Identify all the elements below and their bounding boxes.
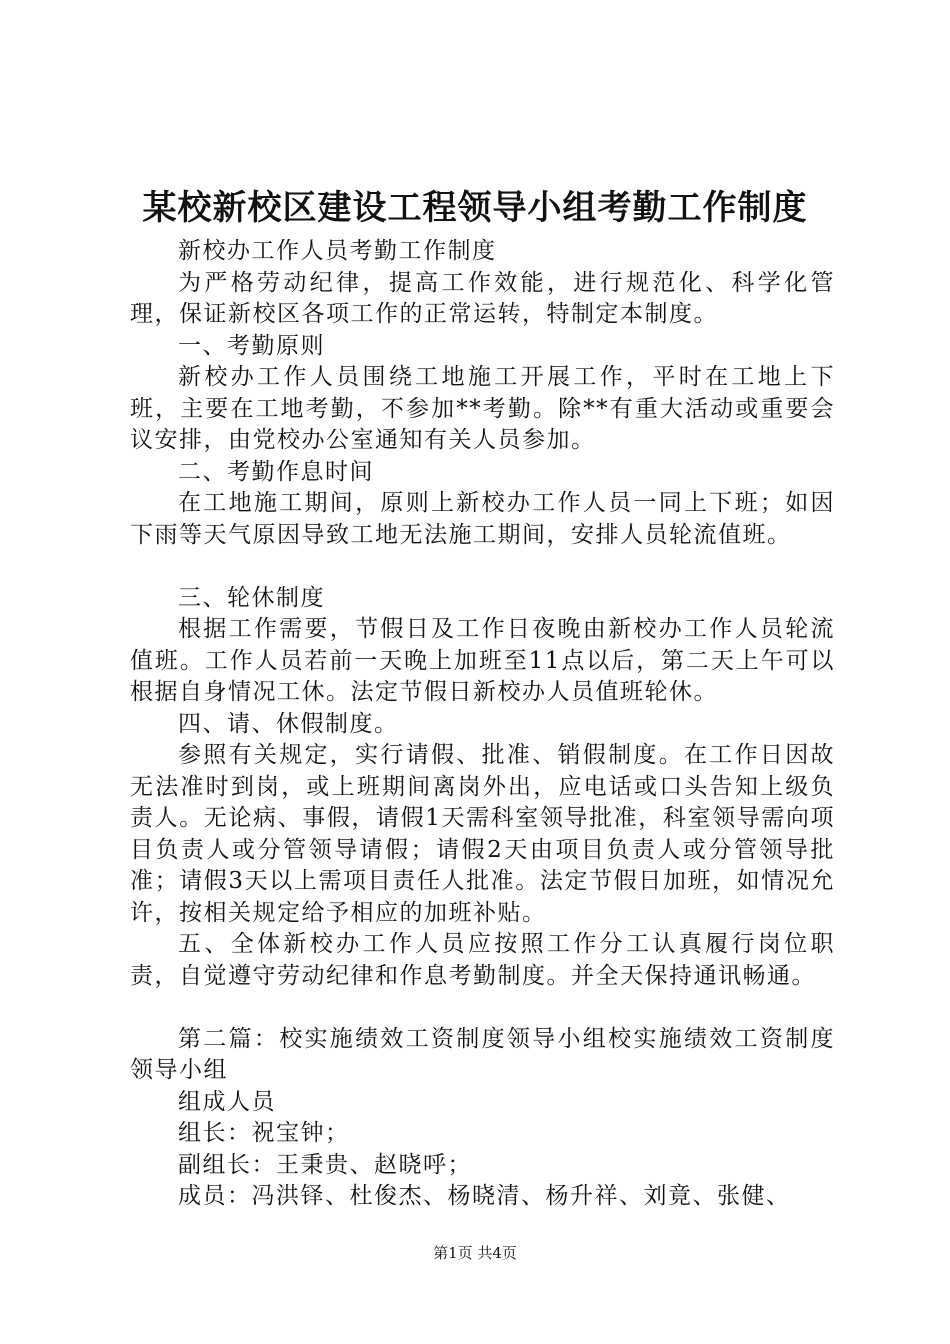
heading-attendance-principle: 一、考勤原则 xyxy=(178,332,325,359)
paragraph-members: 成员：冯洪铎、杜俊杰、杨晓清、杨升祥、刘竟、张健、 xyxy=(178,1183,791,1209)
paragraph-deputy-leader: 副组长：王秉贵、赵晓呼； xyxy=(178,1151,472,1178)
paragraph-work-hours: 在工地施工期间，原则上新校办工作人员一同上下班；如因下雨等天气原因导致工地无法施工期间，安排人员轮流值班。 xyxy=(130,490,835,548)
paragraph-leave-system: 参照有关规定，实行请假、批准、销假制度。在工作日因故无法准时到岗，或上班期间离岗外出，应电话或口头告知上级负责人。无论病、事假，请假1天需科室领导批准，科室领导需向项目负责人或分管领导请假；请假2天由项目负责人或分管领导批准；请假3天以上需项目责任人批准。法定节假日加班，如情况允许，按相关规定给予相应的加班补贴。 xyxy=(130,742,835,926)
page-number: 第1页 共4页 xyxy=(433,1244,517,1262)
document-body xyxy=(130,236,835,1213)
heading-part-two: 第二篇：校实施绩效工资制度领导小组校实施绩效工资制度领导小组 xyxy=(130,1025,835,1083)
paragraph-spacer xyxy=(130,992,835,1024)
paragraph-rest-system: 根据工作需要，节假日及工作日夜晚由新校办工作人员轮流值班。工作人员若前一天晚上加班至11点以后，第二天上午可以根据自身情况工休。法定节假日新校办人员值班轮休。 xyxy=(130,616,835,705)
heading-work-hours: 二、考勤作息时间 xyxy=(178,458,374,485)
paragraph-attendance-principle: 新校办工作人员围绕工地施工开展工作，平时在工地上下班，主要在工地考勤，不参加**考勤。除**有重大活动或重要会议安排，由党校办公室通知有关人员参加。 xyxy=(130,364,835,453)
paragraph-purpose: 为严格劳动纪律，提高工作效能，进行规范化、科学化管理，保证新校区各项工作的正常运转，特制定本制度。 xyxy=(130,269,835,327)
paragraph-spacer xyxy=(130,551,835,583)
paragraph-subtitle: 新校办工作人员考勤工作制度 xyxy=(178,238,497,264)
paragraph-leader: 组长：祝宝钟； xyxy=(178,1120,350,1146)
document-title: 某校新校区建设工程领导小组考勤工作制度 xyxy=(142,188,808,228)
heading-leave-system: 四、请、休假制度。 xyxy=(178,710,399,737)
paragraph-members-heading: 组成人员 xyxy=(178,1088,276,1115)
paragraph-duties: 五、全体新校办工作人员应按照工作分工认真履行岗位职责，自觉遵守劳动纪律和作息考勤制度。并全天保持通讯畅通。 xyxy=(130,931,835,989)
heading-rest-system: 三、轮休制度 xyxy=(178,584,325,611)
